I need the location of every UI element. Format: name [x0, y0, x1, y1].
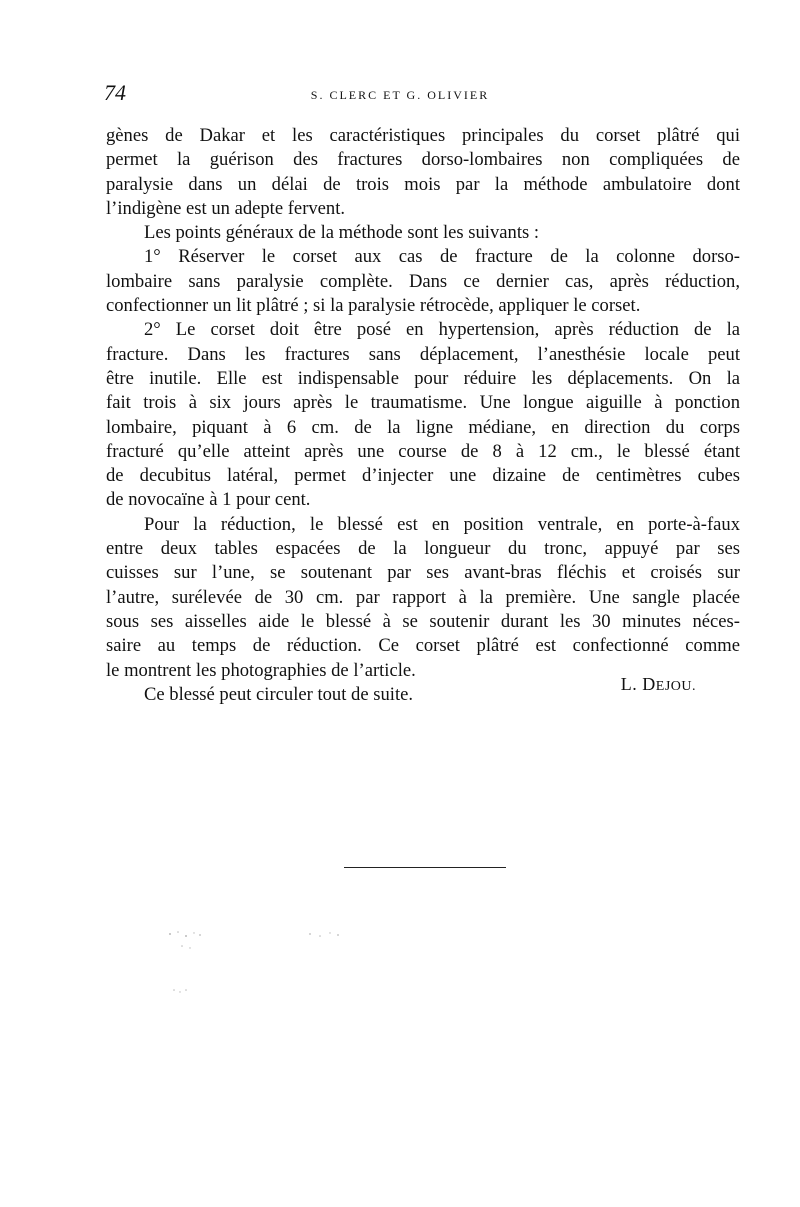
body-line: de decubitus latéral, permet d’injecter une dizaine de centimètres cubes	[106, 465, 740, 487]
body-line: saire au temps de réduction. Ce corset plâtré est confectionné comme	[106, 635, 740, 657]
body-line: gènes de Dakar et les caractéristiques principales du corset plâtré qui	[106, 125, 740, 146]
body-line: fait trois à six jours après le traumatisme. Une longue aiguille à ponction	[106, 392, 740, 414]
body-line: fracturé qu’elle atteint après une course de 8 à 12 cm., le blessé étant	[106, 440, 740, 462]
running-head: S. CLERC ET G. OLIVIER	[310, 88, 490, 102]
paper-specks	[160, 920, 380, 1000]
text-block	[106, 124, 740, 707]
signature-initial: L. D	[620, 674, 656, 694]
body-line: sous ses aisselles aide le blessé à se soutenir durant les 30 minutes néces-	[106, 610, 740, 632]
body-line: lombaire, piquant à 6 cm. de la ligne médiane, en direction du corps	[106, 416, 740, 438]
body-line: fracture. Dans les fractures sans déplacement, l’anesthésie locale peut	[106, 343, 740, 365]
body-line: de novocaïne à 1 pour cent.	[106, 489, 311, 511]
body-line: 1° Réserver le corset aux cas de fracture de la colonne dorso-	[144, 246, 740, 268]
body-line: lombaire sans paralysie complète. Dans ce dernier cas, après réduction,	[106, 270, 740, 292]
separator-rule	[344, 867, 506, 868]
body-line: confectionner un lit plâtré ; si la paralysie rétrocède, appliquer le corset.	[106, 295, 641, 317]
body-line: l’autre, surélevée de 30 cm. par rapport à la première. Une sangle placée	[106, 586, 740, 608]
body-line: Pour la réduction, le blessé est en position ventrale, en porte-à-faux	[144, 513, 740, 535]
body-line: l’indigène est un adepte fervent.	[106, 197, 346, 219]
signature-small-caps: EJOU.	[655, 679, 696, 694]
body-line: Ce blessé peut circuler tout de suite.	[144, 683, 414, 705]
body-line: permet la guérison des fractures dorso-lombaires non compliquées de	[106, 149, 740, 171]
body-line: entre deux tables espacées de la longueur du tronc, appuyé par ses	[106, 538, 740, 560]
body-line: cuisses sur l’une, se soutenant par ses avant-bras fléchis et croisés sur	[106, 562, 740, 584]
body-line: paralysie dans un délai de trois mois par la méthode ambulatoire dont	[106, 173, 740, 195]
body-line: Les points généraux de la méthode sont les suivants :	[144, 222, 540, 244]
body-line: être inutile. Elle est indispensable pour réduire les déplacements. On la	[106, 367, 740, 389]
body-line: le montrent les photographies de l’article.	[106, 659, 416, 681]
page-number: 74	[104, 80, 126, 105]
signature	[621, 674, 696, 695]
body-line: 2° Le corset doit être posé en hypertension, après réduction de la	[144, 319, 740, 341]
